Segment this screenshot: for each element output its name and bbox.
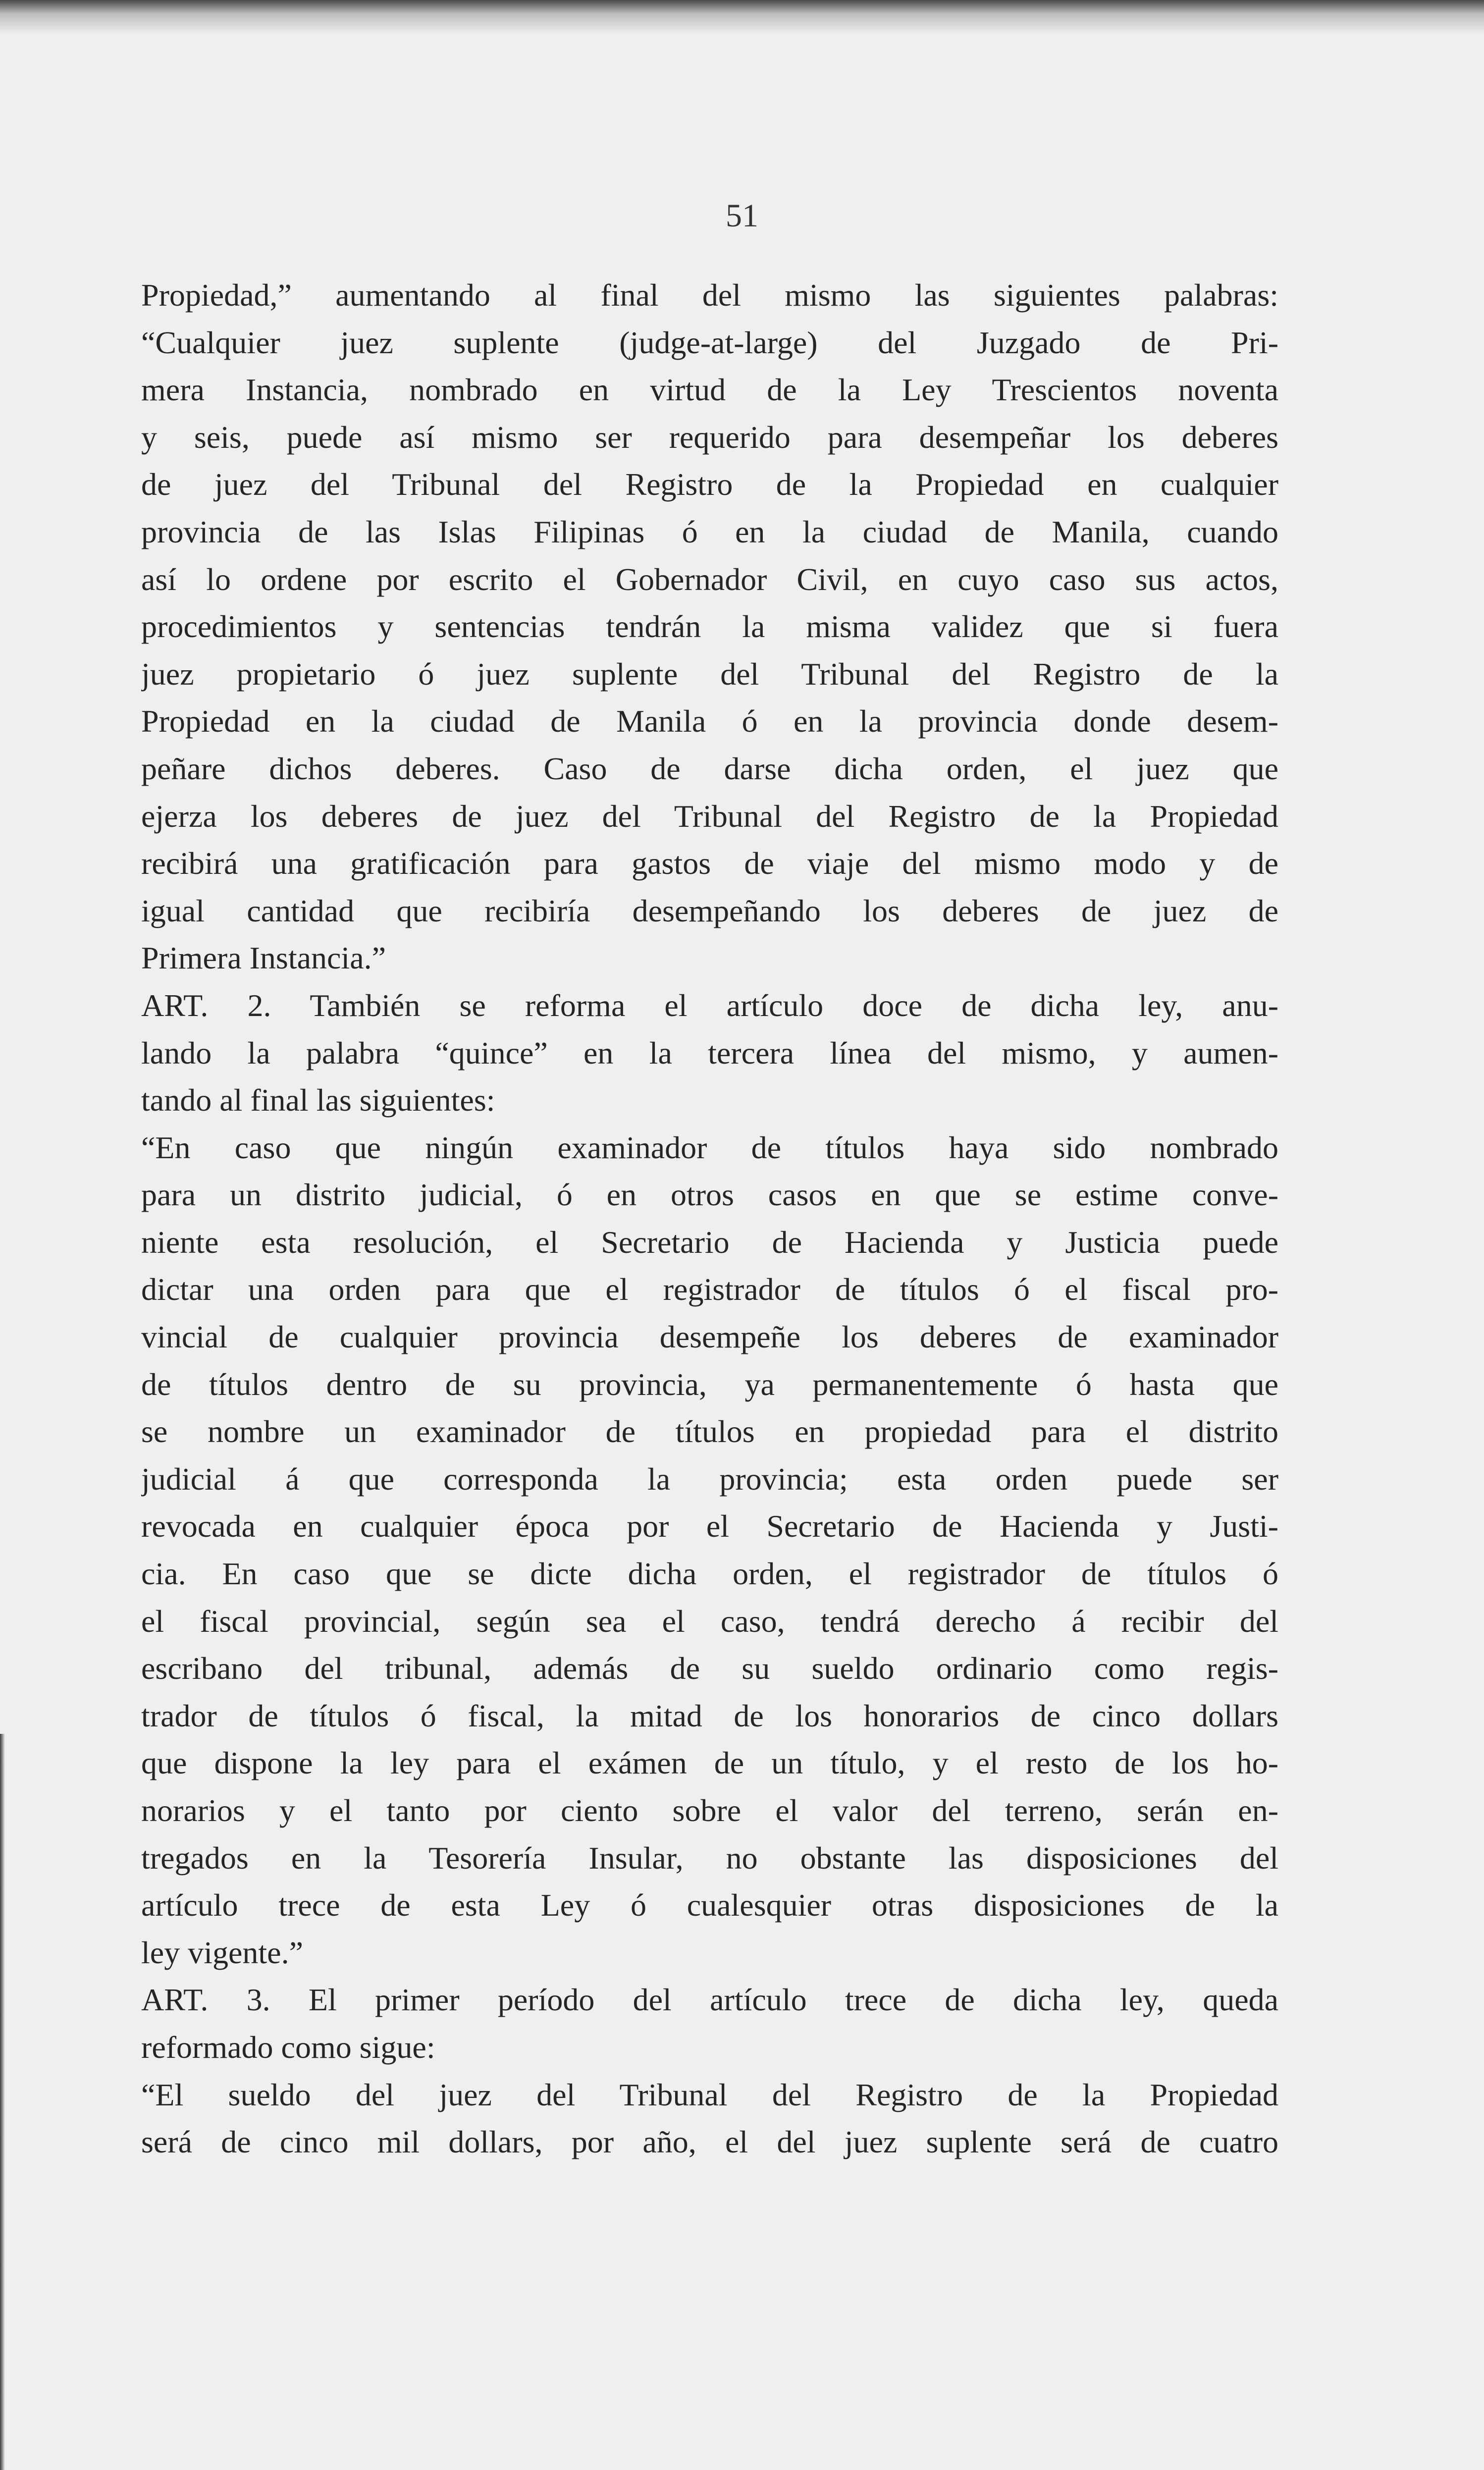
text-line: igual cantidad que recibiría desempeñando los deberes de juez de [141,893,1278,928]
text-line: artículo trece de esta Ley ó cualesquier otras disposiciones de la [141,1887,1278,1923]
text-line: “Cualquier juez suplente (judge-at-large) del Juzgado de Pri- [141,324,1278,360]
text-line: juez propietario ó juez suplente del Tribunal del Registro de la [141,656,1278,692]
text-line: ley vigente.” [141,1934,303,1970]
text-line: peñare dichos deberes. Caso de darse dicha orden, el juez que [141,751,1278,786]
text-line: vincial de cualquier provincia desempeñe los deberes de examinador [141,1319,1278,1355]
text-line: Primera Instancia.” [141,940,386,976]
text-line: el fiscal provincial, según sea el caso, tendrá derecho á recibir del [141,1603,1278,1639]
text-line: Propiedad en la ciudad de Manila ó en la provincia donde desem- [141,703,1278,739]
text-line: que dispone la ley para el exámen de un título, y el resto de los ho- [141,1745,1278,1781]
scan-top-shadow [0,0,1484,35]
text-line: reformado como sigue: [141,2029,435,2065]
body-text [141,271,1278,2166]
text-line: tregados en la Tesorería Insular, no obstante las disposiciones del [141,1840,1278,1876]
text-line: así lo ordene por escrito el Gobernador Civil, en cuyo caso sus actos, [141,561,1278,597]
text-line: ART. 3. El primer período del artículo trece de dicha ley, queda [141,1982,1278,2018]
text-line: de juez del Tribunal del Registro de la Propiedad en cualquier [141,467,1278,502]
text-line: cia. En caso que se dicte dicha orden, el registrador de títulos ó [141,1556,1278,1592]
text-line: y seis, puede así mismo ser requerido para desempeñar los deberes [141,419,1278,455]
text-line: niente esta resolución, el Secretario de Hacienda y Justicia puede [141,1224,1278,1260]
text-line: tando al final las siguientes: [141,1082,495,1118]
text-line: ART. 2. También se reforma el artículo doce de dicha ley, anu- [141,987,1278,1023]
scan-left-edge [0,1734,5,2470]
text-line: judicial á que corresponda la provincia; esta orden puede ser [141,1461,1278,1497]
text-line: procedimientos y sentencias tendrán la misma validez que si fuera [141,609,1278,644]
text-line: lando la palabra “quince” en la tercera línea del mismo, y aumen- [141,1035,1278,1071]
text-line: escribano del tribunal, además de su sueldo ordinario como regis- [141,1651,1278,1686]
text-line: “El sueldo del juez del Tribunal del Registro de la Propiedad [141,2077,1278,2112]
page-number: 51 [726,198,758,234]
text-line: mera Instancia, nombrado en virtud de la Ley Trescientos noventa [141,372,1278,408]
text-line: Propiedad,” aumentando al final del mismo las siguientes palabras: [141,277,1278,313]
text-line: de títulos dentro de su provincia, ya permanentemente ó hasta que [141,1366,1278,1402]
text-line: ejerza los deberes de juez del Tribunal del Registro de la Propiedad [141,798,1278,834]
text-line: se nombre un examinador de títulos en propiedad para el distrito [141,1414,1278,1450]
text-line: trador de títulos ó fiscal, la mitad de los honorarios de cinco dollars [141,1698,1278,1733]
text-line: para un distrito judicial, ó en otros casos en que se estime conve- [141,1177,1278,1213]
text-line: provincia de las Islas Filipinas ó en la ciudad de Manila, cuando [141,514,1278,549]
text-line: “En caso que ningún examinador de títulos haya sido nombrado [141,1129,1278,1165]
text-line: norarios y el tanto por ciento sobre el valor del terreno, serán en- [141,1793,1278,1828]
text-line: revocada en cualquier época por el Secretario de Hacienda y Justi- [141,1508,1278,1544]
text-line: será de cinco mil dollars, por año, el del juez suplente será de cuatro [141,2124,1278,2160]
text-line: dictar una orden para que el registrador de títulos ó el fiscal pro- [141,1272,1278,1307]
text-line: recibirá una gratificación para gastos de viaje del mismo modo y de [141,846,1278,881]
